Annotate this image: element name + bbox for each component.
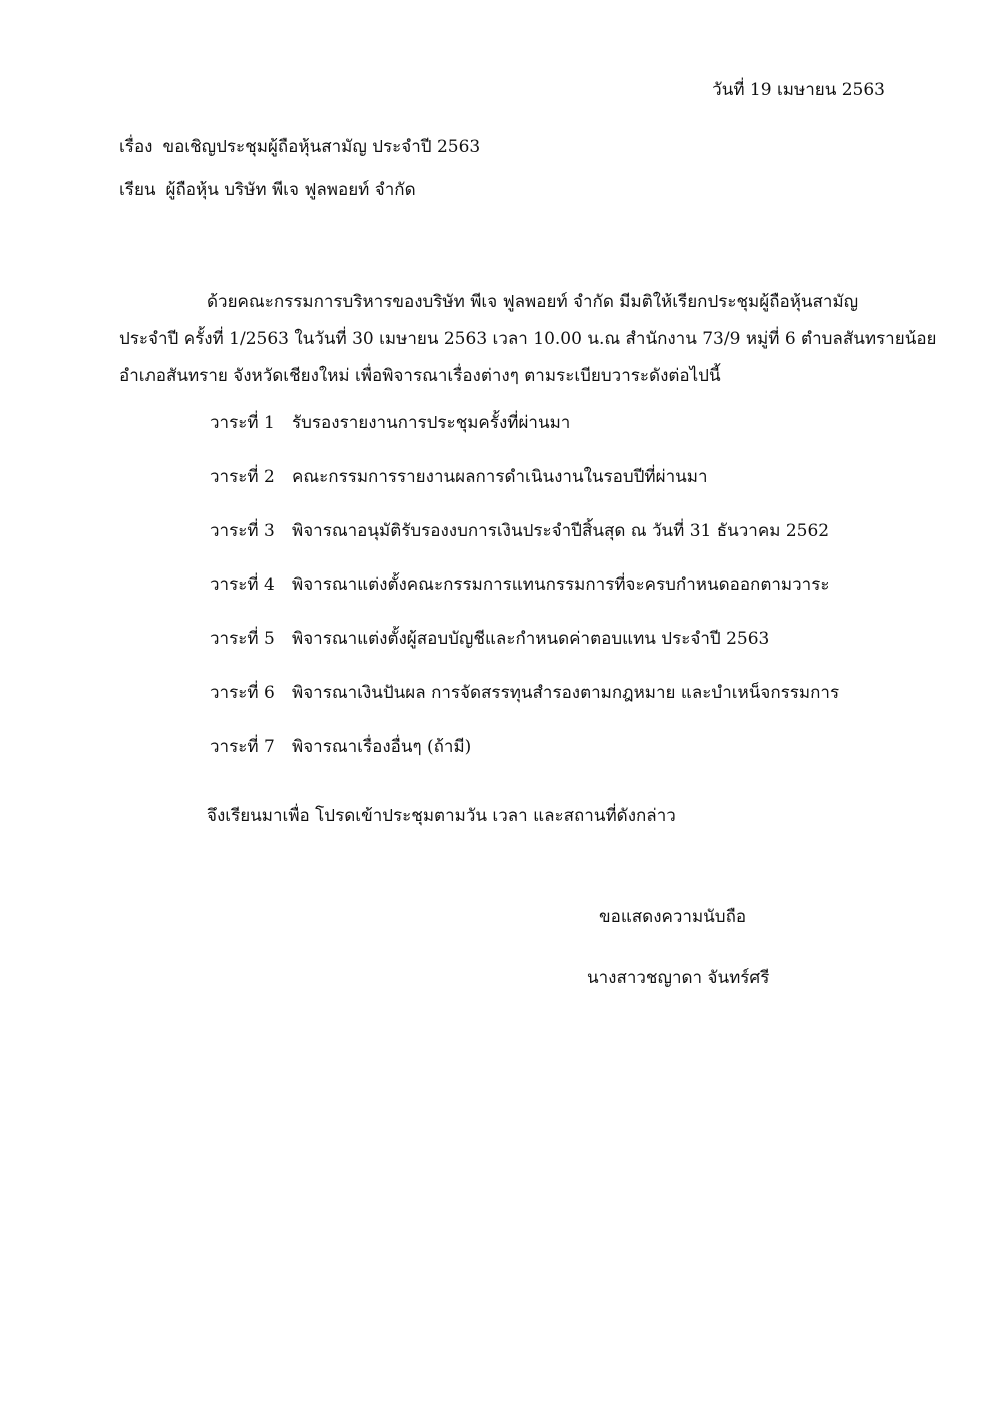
body-paragraph-line-3: อำเภอสันทราย จังหวัดเชียงใหม่ เพื่อพิจารณาเรื่องต่างๆ ตามระเบียบวาระดังต่อไปนี้ <box>119 366 721 386</box>
closing-sentence: จึงเรียนมาเพื่อ โปรดเข้าประชุมตามวัน เวลา และสถานที่ดังกล่าว <box>207 806 676 826</box>
agenda-text: พิจารณาแต่งตั้งผู้สอบบัญชีและกำหนดค่าตอบแทน ประจำปี 2563 <box>292 629 770 649</box>
agenda-number: วาระที่ 7 <box>210 737 275 757</box>
agenda-item <box>210 735 471 759</box>
agenda-item <box>210 465 708 489</box>
recipient-label: เรียน <box>119 180 156 200</box>
agenda-item <box>210 681 839 705</box>
agenda-text: คณะกรรมการรายงานผลการดำเนินงานในรอบปีที่ผ่านมา <box>292 467 708 487</box>
agenda-item <box>210 519 829 543</box>
body-paragraph-line-1: ด้วยคณะกรรมการบริหารของบริษัท พีเจ ฟูลพอยท์ จำกัด มีมติให้เรียกประชุมผู้ถือหุ้นสามัญ <box>207 292 859 312</box>
agenda-text: พิจารณาเรื่องอื่นๆ (ถ้ามี) <box>292 737 472 757</box>
subject-text: ขอเชิญประชุมผู้ถือหุ้นสามัญ ประจำปี 2563 <box>162 137 481 157</box>
agenda-text: รับรองรายงานการประชุมครั้งที่ผ่านมา <box>292 413 571 433</box>
agenda-text: พิจารณาแต่งตั้งคณะกรรมการแทนกรรมการที่จะครบกำหนดออกตามวาระ <box>292 575 830 595</box>
agenda-item <box>210 627 769 651</box>
body-paragraph-line-2: ประจำปี ครั้งที่ 1/2563 ในวันที่ 30 เมษายน 2563 เวลา 10.00 น.ณ สำนักงาน 73/9 หมู่ที่ 6 ตำบลสันทรายน้อย <box>119 329 937 349</box>
agenda-item <box>210 411 570 435</box>
agenda-number: วาระที่ 5 <box>210 629 275 649</box>
agenda-text: พิจารณาเงินปันผล การจัดสรรทุนสำรองตามกฎหมาย และบำเหน็จกรรมการ <box>292 683 840 703</box>
regards-line: ขอแสดงความนับถือ <box>599 907 747 927</box>
recipient-line <box>119 178 416 202</box>
recipient-text: ผู้ถือหุ้น บริษัท พีเจ ฟูลพอยท์ จำกัด <box>165 180 416 200</box>
agenda-text: พิจารณาอนุมัติรับรองงบการเงินประจำปีสิ้นสุด ณ วันที่ 31 ธันวาคม 2562 <box>292 521 830 541</box>
agenda-number: วาระที่ 3 <box>210 521 275 541</box>
agenda-number: วาระที่ 1 <box>210 413 275 433</box>
letter-date: วันที่ 19 เมษายน 2563 <box>712 80 885 100</box>
agenda-number: วาระที่ 2 <box>210 467 275 487</box>
agenda-number: วาระที่ 4 <box>210 575 275 595</box>
subject-label: เรื่อง <box>119 137 153 157</box>
agenda-number: วาระที่ 6 <box>210 683 275 703</box>
agenda-item <box>210 573 829 597</box>
signer-name: นางสาวชญาดา จันทร์ศรี <box>587 968 770 988</box>
subject-line <box>119 135 480 159</box>
